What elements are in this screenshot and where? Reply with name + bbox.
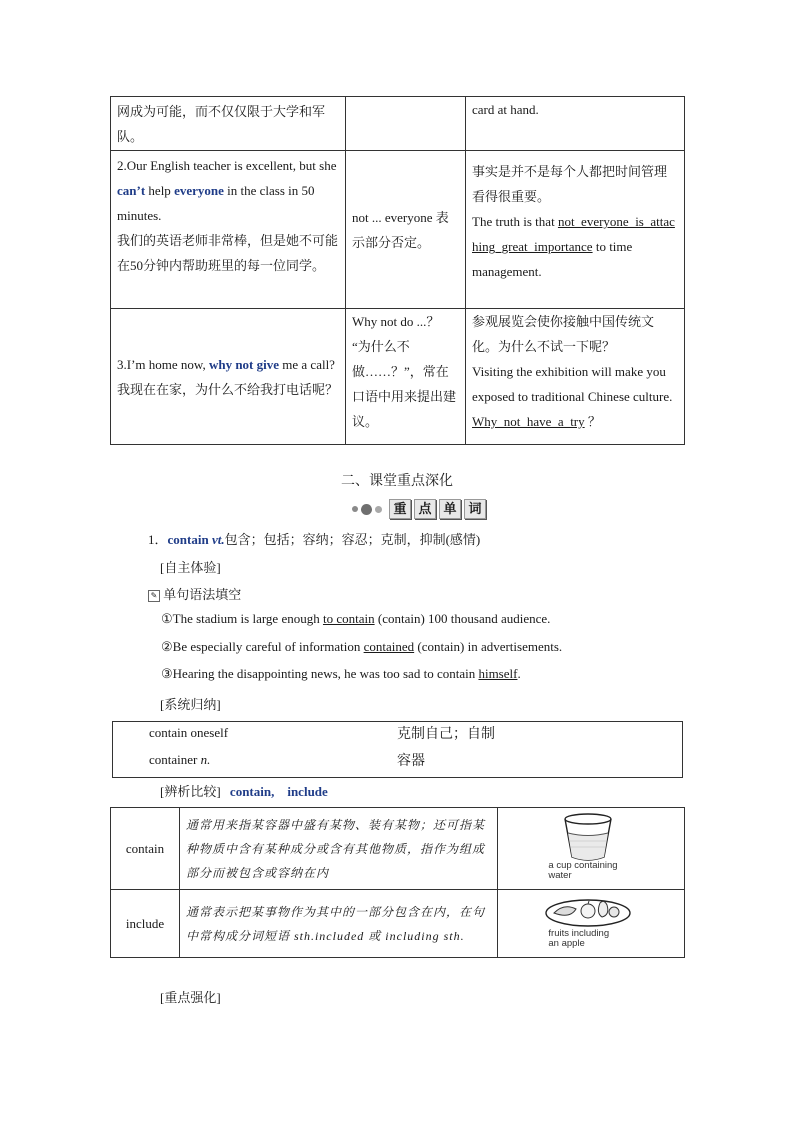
dot-icon [352, 506, 358, 512]
sentence-answer: contained [363, 639, 415, 654]
compare-description: 通常表示把某事物作为其中的一部分包含在内，在句中常构成分词短语 sth.included 或 including sth. [185, 904, 485, 943]
phrase-cn: 容器 [397, 754, 425, 769]
grammar-pattern: Why not do ...？ [352, 314, 440, 329]
practice-chinese: 事实是并不是每个人都把时间管理看得很重要。 [472, 164, 668, 204]
key-words-badge [352, 499, 486, 519]
practice-chinese: 参观展览会使你接触中国传统文化。为什么不试一下呢？ [472, 314, 655, 354]
grammar-note: not ... everyone 表示部分否定。 [352, 209, 449, 250]
cup-illustration [498, 809, 681, 889]
practice-answer: not_everyone_is_attaching_great_importance [472, 214, 675, 254]
image-caption: an apple [548, 937, 585, 949]
practice-prompt-end: ？ [587, 414, 601, 429]
summary-label: [系统归纳] [160, 697, 221, 712]
sentence-text-end: (contain) 100 thousand audience. [377, 611, 551, 626]
example-sentence-end: me a call? [282, 356, 335, 372]
example-sentence-end: in the class in 50 minutes. [117, 183, 315, 223]
phrase-en: contain oneself [149, 725, 229, 740]
section-title: 二、课堂重点深化 [341, 474, 453, 489]
badge-char: 词 [464, 499, 486, 519]
table-row [111, 151, 685, 309]
practice-prompt: The truth is that [472, 214, 555, 229]
item-number: 1． [148, 532, 168, 547]
compare-description: 通常用来指某容器中盛有某物、装有某物；还可指某种物质中含有某种成分或含有其他物质，指作为组成部分而被包含或容纳在内 [185, 817, 485, 880]
phrase-cn: 克制自己；自制 [397, 727, 495, 742]
badge-char: 单 [439, 499, 461, 519]
badge-char: 重 [389, 499, 411, 519]
sentence-text: ③Hearing the disappointing news, he was too sad to contain [161, 666, 476, 681]
fill-title-row [148, 584, 241, 603]
item-heading [148, 529, 480, 548]
highlight-everyone: everyone [174, 183, 224, 198]
exercise-sentence [161, 639, 562, 655]
compare-word-cell: contain [111, 808, 180, 890]
exercise-icon: ✎ [148, 590, 160, 602]
emphasis-label: [重点强化] [160, 990, 221, 1005]
fruit-bowl-icon [544, 895, 632, 929]
sentence-answer: to contain [322, 611, 375, 626]
compare-label: [辨析比较] [160, 784, 221, 799]
practice-prompt-end: to time management. [472, 239, 633, 279]
exercise-sentence [161, 666, 521, 682]
fill-title: 单句语法填空 [163, 587, 242, 602]
example-sentence: 3.I’m home now, [117, 356, 206, 372]
sentence-text: ②Be especially careful of information [161, 639, 361, 654]
practice-prompt: Visiting the exhibition will make you exposed to traditional Chinese culture. [472, 364, 673, 404]
row0-chinese: 网成为可能，而不仅仅限于大学和军队。 [117, 104, 326, 144]
headword: contain [167, 532, 209, 547]
compare-words: contain, include [229, 784, 328, 799]
compare-row [160, 781, 328, 800]
dot-icon [375, 506, 382, 513]
image-caption: a cup containing [548, 859, 618, 871]
practice-answer: Why_not_have_a_try [472, 414, 585, 429]
example-translation: 我们的英语老师非常棒，但是她不可能在50分钟内帮助班里的每一位同学。 [117, 233, 339, 273]
highlight-cant: can’t [117, 183, 146, 198]
table-row [111, 890, 685, 958]
part-of-speech: n. [200, 752, 211, 767]
cup-icon [558, 811, 618, 865]
highlight-why-not-give: why not give [208, 356, 280, 372]
fruit-illustration [498, 891, 681, 957]
phrase-en: container [149, 752, 198, 767]
part-of-speech: vt. [211, 532, 225, 547]
self-experience-label: [自主体验] [160, 560, 221, 575]
compare-table [110, 807, 685, 958]
headword-meaning: 包含；包括；容纳；容忍；克制，抑制(感情) [224, 532, 481, 547]
dot-icon [361, 504, 372, 515]
table-row [111, 309, 685, 445]
image-caption: water [548, 869, 572, 881]
example-table [110, 96, 685, 445]
example-word: help [148, 183, 171, 198]
table-row [111, 808, 685, 890]
summary-box [112, 721, 683, 778]
grammar-note: “为什么不做……？”，常在口语中用来提出建议。 [352, 339, 457, 429]
row0-english: card at hand. [472, 102, 539, 117]
example-translation: 我现在在家，为什么不给我打电话呢？ [117, 381, 339, 397]
sentence-text-end: . [517, 666, 521, 681]
badge-char: 点 [414, 499, 436, 519]
sentence-answer: himself [478, 666, 518, 681]
example-sentence: 2.Our English teacher is excellent, but she [117, 158, 337, 173]
sentence-text-end: (contain) in advertisements. [417, 639, 563, 654]
sentence-text: ①The stadium is large enough [161, 611, 320, 626]
image-caption: fruits including [548, 927, 610, 939]
table-row [111, 97, 685, 151]
exercise-sentence [161, 611, 550, 627]
compare-word-cell: include [111, 890, 180, 958]
